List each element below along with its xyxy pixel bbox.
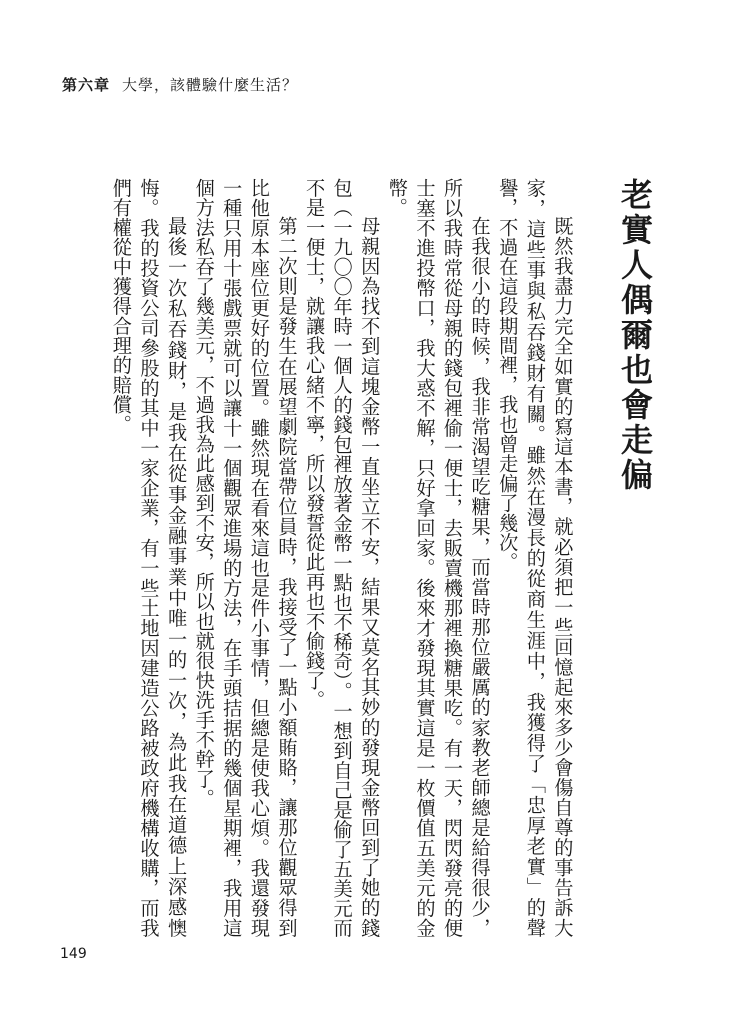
chapter-title: 大學，該體驗什麼生活？	[122, 76, 299, 94]
paragraph: 最後一次私吞錢財，是我在從事金融事業中唯一的一次，為此我在道德上深感懊悔。我的投資公司參股的其中一家企業，有一些土地因建造公路被政府機構收購，而我們有權從中獲得合理的賠償。	[109, 178, 189, 938]
running-header	[62, 74, 298, 95]
paragraph: 在我很小的時候，我非常渴望吃糖果，而當時那位嚴厲的家教老師總是給得很少，所以我時常從母親的錢包裡偷一便士，去販賣機那裡換糖果吃。有一天，閃閃發亮的便士塞不進投幣口，我大惑不解，只好拿回家。後來才發現其實這是一枚價值五美元的金幣。	[385, 178, 492, 938]
page-number: 149	[60, 946, 87, 962]
page-body	[107, 178, 654, 938]
paragraph: 第二次則是發生在展望劇院當帶位員時，我接受了一點小額賄賂，讓那位觀眾得到比他原本座位更好的位置。雖然現在看來這也是件小事情，但總是使我心煩。我還發現一種只用十張戲票就可以讓十一個觀眾進場的方法，在手頭拮据的幾個星期裡，我用這個方法私吞了幾美元，不過我為此感到不安，所以也就很快洗手不幹了。	[192, 178, 299, 938]
article-title: 老實人偶爾也會走偏	[616, 178, 654, 493]
paragraph: 既然我盡力完全如實的寫這本書，就必須把一些回憶起來多少會傷自尊的事告訴大家，這些事與私吞錢財有關。雖然在漫長的從商生涯中，我獲得了「忠厚老實」的聲譽，不過在這段期間裡，我也曾走偏了幾次。	[496, 178, 575, 938]
paragraph: 母親因為找不到這塊金幣一直坐立不安，結果又莫名其妙的發現金幣回到了她的錢包（一九〇〇年時一個人的錢包裡放著金幣一點也不稀奇）。一想到自己是偷了五美元而不是一便士，就讓我心緒不寧，所以發誓從此再也不偷錢了。	[303, 178, 382, 938]
chapter-label: 第六章	[62, 76, 111, 94]
